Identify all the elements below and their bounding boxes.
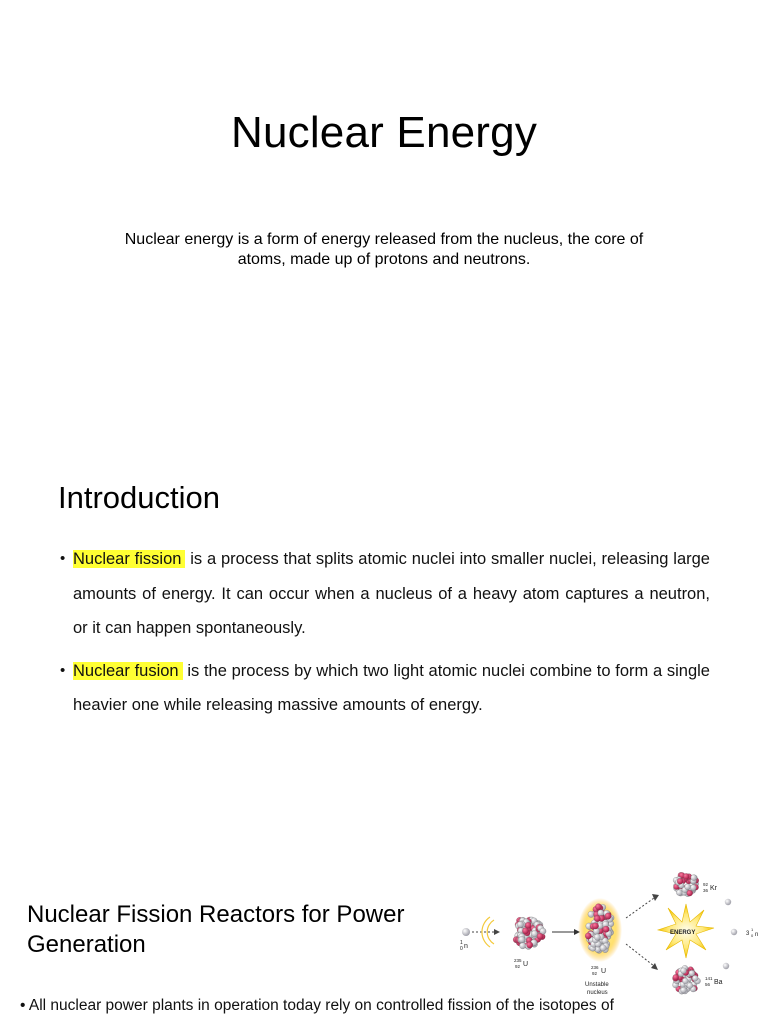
- u236-mass-label: 236: [591, 965, 599, 970]
- bullet-text: is the process by which two light atomic nuclei combine to form a single heavier one while releasing massive amounts of energy.: [73, 661, 710, 714]
- unstable-label: Unstable: [585, 982, 609, 988]
- energy-label: ENERGY: [670, 930, 696, 936]
- ba-mass-label: 141: [705, 976, 713, 981]
- kr-number-label: 36: [703, 888, 709, 893]
- highlighted-term: Nuclear fission: [73, 550, 185, 568]
- barium-nucleus-icon: [673, 965, 701, 994]
- fission-diagram: [448, 862, 768, 1012]
- krypton-nucleus-icon: [673, 872, 699, 896]
- section-heading: Introduction: [58, 480, 220, 515]
- page-title: Nuclear Energy: [230, 108, 538, 157]
- title-slide: [0, 0, 768, 440]
- u235-mass-label: 235: [514, 958, 522, 963]
- neutron-symbol: n: [464, 943, 468, 950]
- bullet-list: [60, 542, 710, 731]
- ba-symbol: Ba: [714, 979, 723, 986]
- u235-number-label: 92: [515, 964, 521, 969]
- bullet-text: is a process that splits atomic nuclei into smaller nuclei, releasing large amounts of energy. It can occur when a nucleus of a heavy atom captures a neutron, or it can happen spontaneously.: [73, 550, 710, 637]
- bullet-item-fusion: [60, 654, 710, 723]
- incoming-neutron: [462, 928, 470, 936]
- energy-burst-icon: [658, 904, 714, 958]
- unstable-label-line2: nucleus: [587, 990, 608, 996]
- kr-symbol: Kr: [710, 885, 717, 892]
- outgoing-neutron: [731, 929, 737, 935]
- u235-nucleus-icon: [513, 917, 546, 950]
- neutron-out-number: 0: [751, 933, 754, 938]
- bullet-item-fission: [60, 542, 710, 646]
- neutron-mass-label: 1: [460, 940, 463, 946]
- subtitle: Nuclear energy is a form of energy released from the nucleus, the core of atoms, made up of protons and neutrons.: [124, 231, 644, 268]
- introduction-slide: [0, 440, 768, 860]
- u236-number-label: 92: [592, 971, 598, 976]
- neutron-out-symbol: n: [755, 932, 759, 938]
- highlighted-term: Nuclear fusion: [73, 662, 183, 680]
- u235-symbol: U: [523, 961, 529, 968]
- neutron-out-mass: 1: [751, 927, 754, 932]
- kr-mass-label: 92: [703, 882, 709, 887]
- fission-reactors-slide: [0, 860, 768, 1024]
- neutron-number-label: 0: [460, 946, 463, 952]
- body-paragraph: • All nuclear power plants in operation today rely on controlled fission of the isotopes of: [20, 997, 614, 1014]
- section-heading: Nuclear Fission Reactors for Power Generation: [27, 901, 405, 958]
- neutron-count-label: 3: [746, 931, 750, 937]
- u236-symbol: U: [601, 968, 607, 975]
- ba-number-label: 56: [705, 982, 711, 987]
